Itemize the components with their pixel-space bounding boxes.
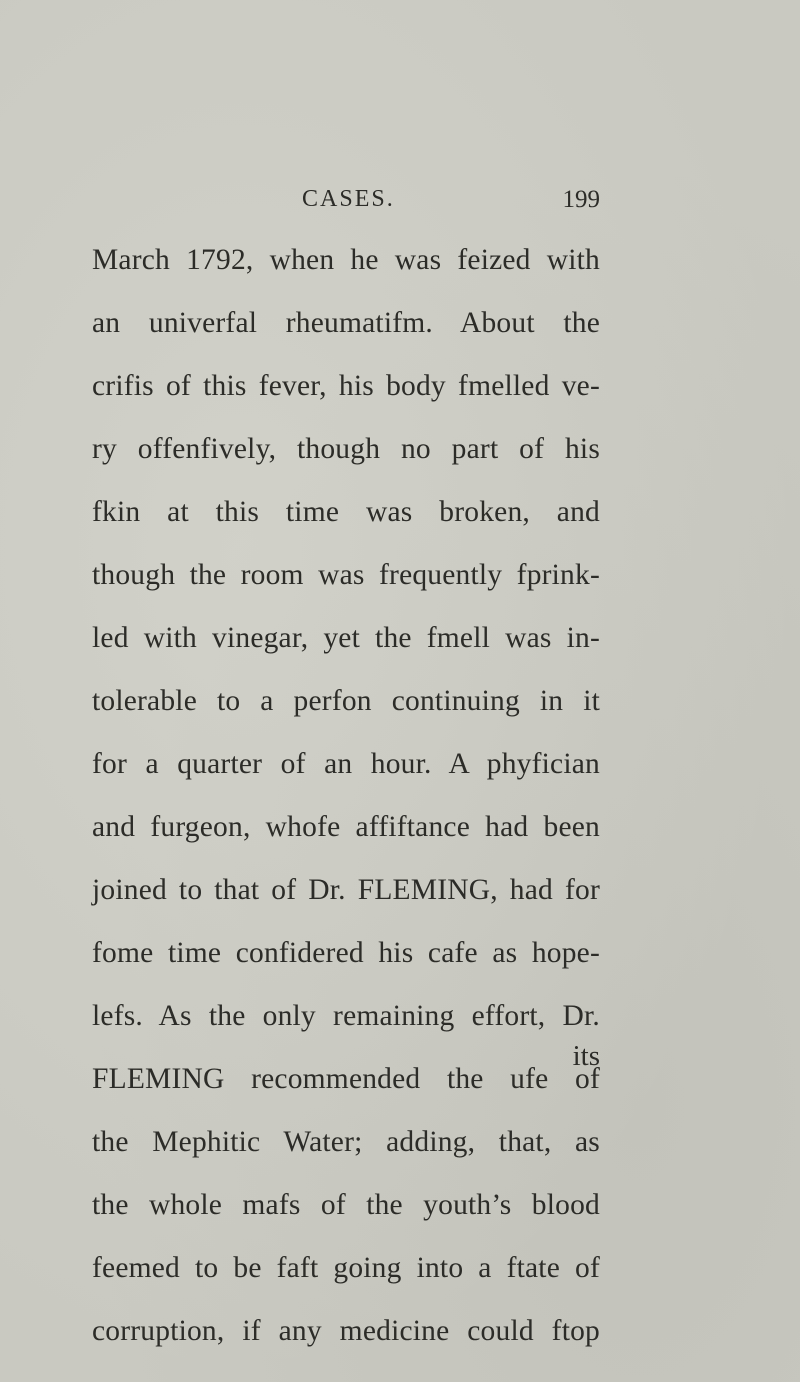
text-line: for a quarter of an hour. A phyfician	[92, 748, 600, 780]
text-line: fome time confidered his cafe as hope-	[92, 937, 600, 969]
text-line: fkin at this time was broken, and	[92, 496, 600, 528]
body-text	[92, 240, 600, 1374]
text-line: feemed to be faft going into a ftate of	[92, 1252, 600, 1284]
text-line: March 1792, when he was feized with	[92, 244, 600, 276]
running-head	[92, 186, 600, 222]
text-line: led with vinegar, yet the fmell was in-	[92, 622, 600, 654]
text-line: crifis of this fever, his body fmelled ve-	[92, 370, 600, 402]
text-line: ry offenfively, though no part of his	[92, 433, 600, 465]
text-line: the Mephitic Water; adding, that, as	[92, 1126, 600, 1158]
text-line: tolerable to a perfon continuing in it	[92, 685, 600, 717]
text-line: though the room was frequently fprink-	[92, 559, 600, 591]
catchword-row	[92, 1036, 600, 1076]
text-line: the whole mafs of the youth’s blood	[92, 1189, 600, 1221]
text-line: corruption, if any medicine could ftop	[92, 1315, 600, 1347]
text-line: lefs. As the only remaining effort, Dr.	[92, 1000, 600, 1032]
running-title: CASES.	[302, 186, 395, 212]
catchword: its	[572, 1040, 600, 1072]
page-number: 199	[562, 186, 600, 213]
text-line: FLEMING recommended the ufe of	[92, 1063, 600, 1095]
text-line: an univerfal rheumatifm. About the	[92, 307, 600, 339]
text-line: joined to that of Dr. FLEMING, had for	[92, 874, 600, 906]
text-line: and furgeon, whofe affiftance had been	[92, 811, 600, 843]
